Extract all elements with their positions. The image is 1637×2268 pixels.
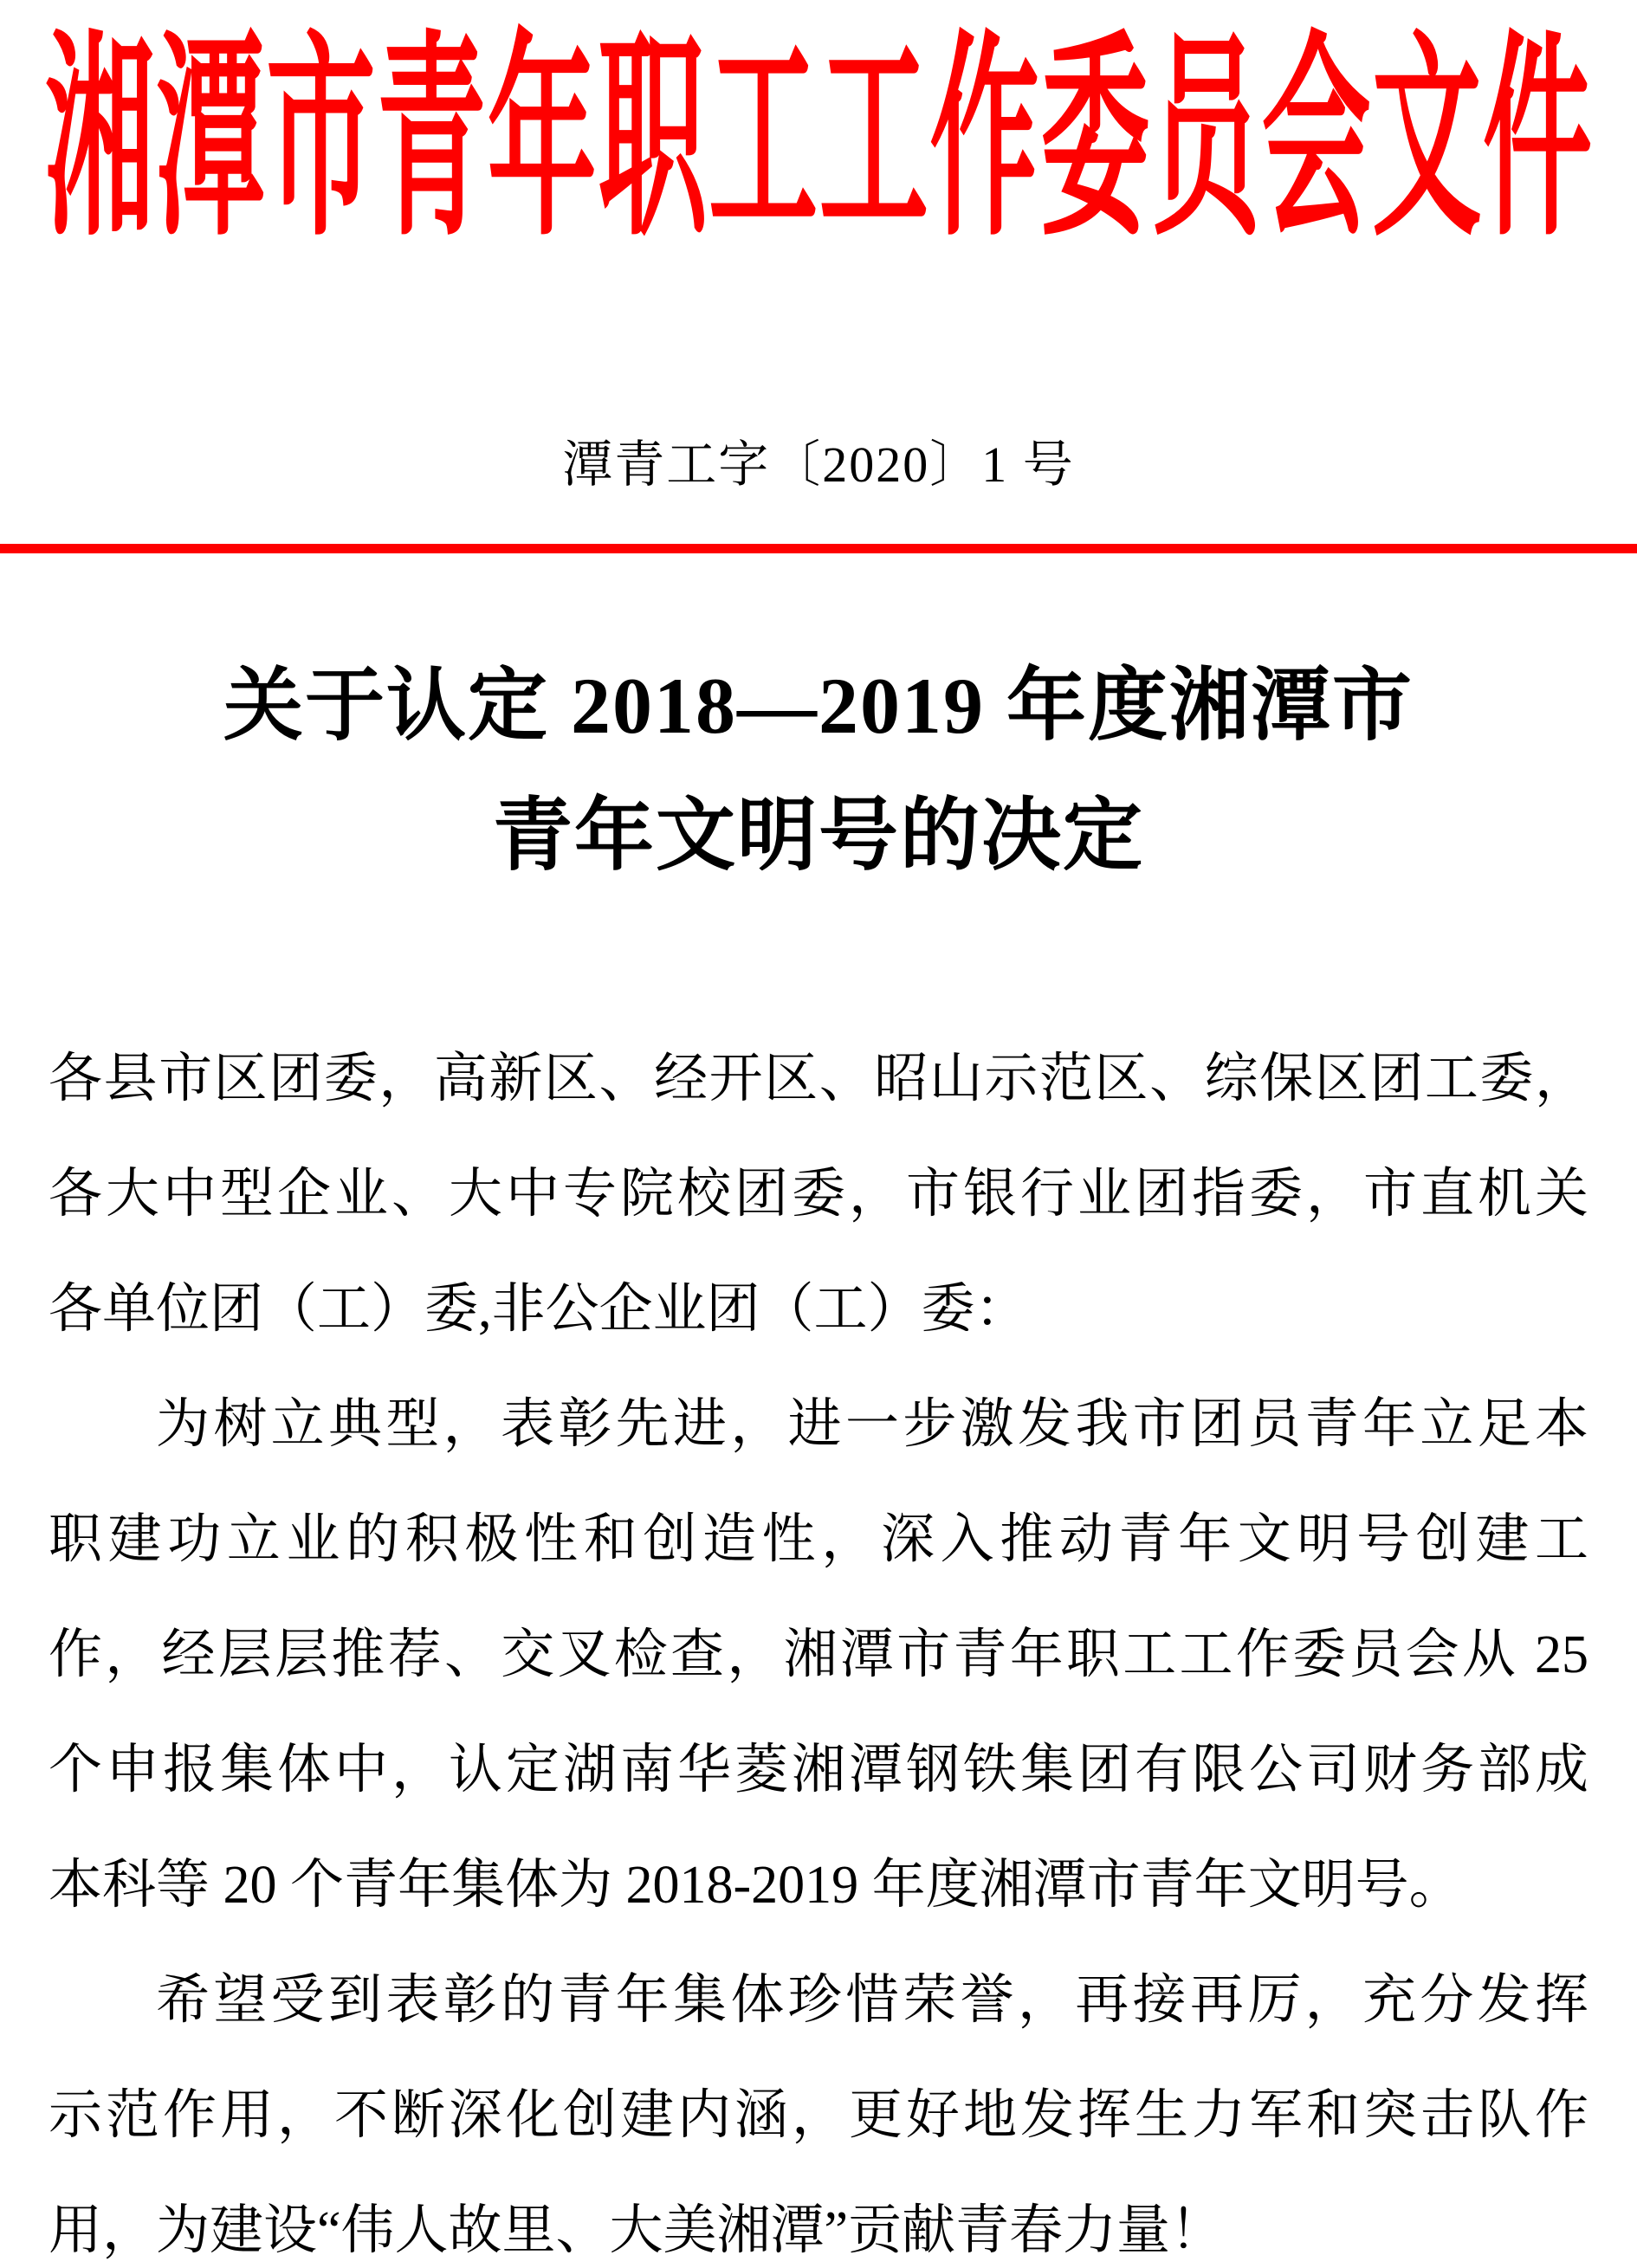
document-title xyxy=(0,641,1637,901)
body-line: 为树立典型，表彰先进，进一步激发我市团员青年立足本 xyxy=(156,1395,1588,1454)
body-line: 示范作用，不断深化创建内涵，更好地发挥生力军和突击队作 xyxy=(49,2086,1588,2145)
body-line: 本科等 20 个青年集体为 2018-2019 年度湘潭市青年文明号。 xyxy=(49,1856,1463,1915)
letterhead-title: 湘潭市青年职工工作委员会文件 xyxy=(45,22,1592,262)
body-line: 个申报集体中，认定湖南华菱湘潭钢铁集团有限公司财务部成 xyxy=(49,1741,1588,1800)
document-title-line1: 关于认定 2018—2019 年度湘潭市 xyxy=(223,662,1414,750)
body-line: 职建功立业的积极性和创造性，深入推动青年文明号创建工 xyxy=(49,1510,1588,1569)
red-divider-rule xyxy=(0,544,1637,553)
document-title-line2: 青年文明号的决定 xyxy=(492,792,1144,880)
body-line: 作，经层层推荐、交叉检查，湘潭市青年职工工作委员会从 25 xyxy=(49,1625,1588,1684)
body-line: 用，为建设“伟人故里、大美湘潭”贡献青春力量！ xyxy=(49,2201,1225,2260)
body-line: 希望受到表彰的青年集体珍惜荣誉，再接再厉，充分发挥 xyxy=(156,1971,1588,2030)
body-line: 各大中型企业、大中专院校团委，市银行业团指委，市直机关 xyxy=(49,1165,1588,1224)
red-letterhead-banner xyxy=(45,22,1592,262)
document-body xyxy=(49,1022,1588,2268)
document-reference-number: 潭青工字〔2020〕1 号 xyxy=(562,436,1075,493)
body-line: 各县市区团委，高新区、经开区、昭山示范区、综保区团工委， xyxy=(49,1050,1588,1108)
body-line: 各单位团（工）委,非公企业团（工）委： xyxy=(49,1280,1029,1339)
